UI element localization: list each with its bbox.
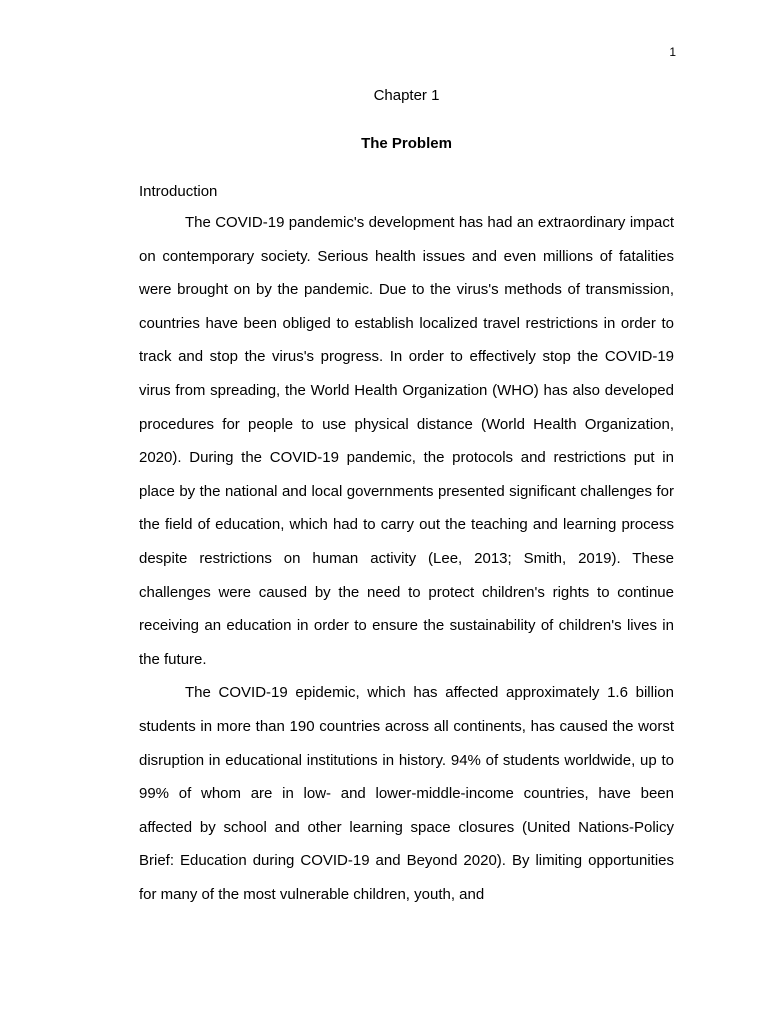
page-number: 1 — [669, 45, 676, 59]
body-text — [139, 206, 674, 911]
paragraph: The COVID-19 pandemic's development has had an extraordinary impact on contemporary society. Serious health issues and even millions of fatalities were brought on by the pandemic. Due to the virus's methods of transmission, countries have been obliged to establish localized travel restrictions in order to track and stop the virus's progress. In order to effectively stop the COVID-19 virus from spreading, the World Health Organization (WHO) has also developed procedures for people to use physical distance (World Health Organization, 2020). During the COVID-19 pandemic, the protocols and restrictions put in place by the national and local governments presented significant challenges for the field of education, which had to carry out the teaching and learning process despite restrictions on human activity (Lee, 2013; Smith, 2019). These challenges were caused by the need to protect children's rights to continue receiving an education in order to ensure the sustainability of children's lives in the future. — [139, 214, 674, 668]
paragraph: The COVID-19 epidemic, which has affected approximately 1.6 billion students in more than 190 countries across all continents, has caused the worst disruption in educational institutions in history. 94% of students worldwide, up to 99% of whom are in low- and lower-middle-income countries, have been affected by school and other learning space closures (United Nations-Policy Brief: Education during COVID-19 and Beyond 2020). By limiting opportunities for many of the most vulnerable children, youth, and — [139, 684, 674, 903]
chapter-title: The Problem — [361, 135, 452, 152]
chapter-label: Chapter 1 — [373, 87, 440, 104]
section-heading: Introduction — [139, 183, 218, 200]
